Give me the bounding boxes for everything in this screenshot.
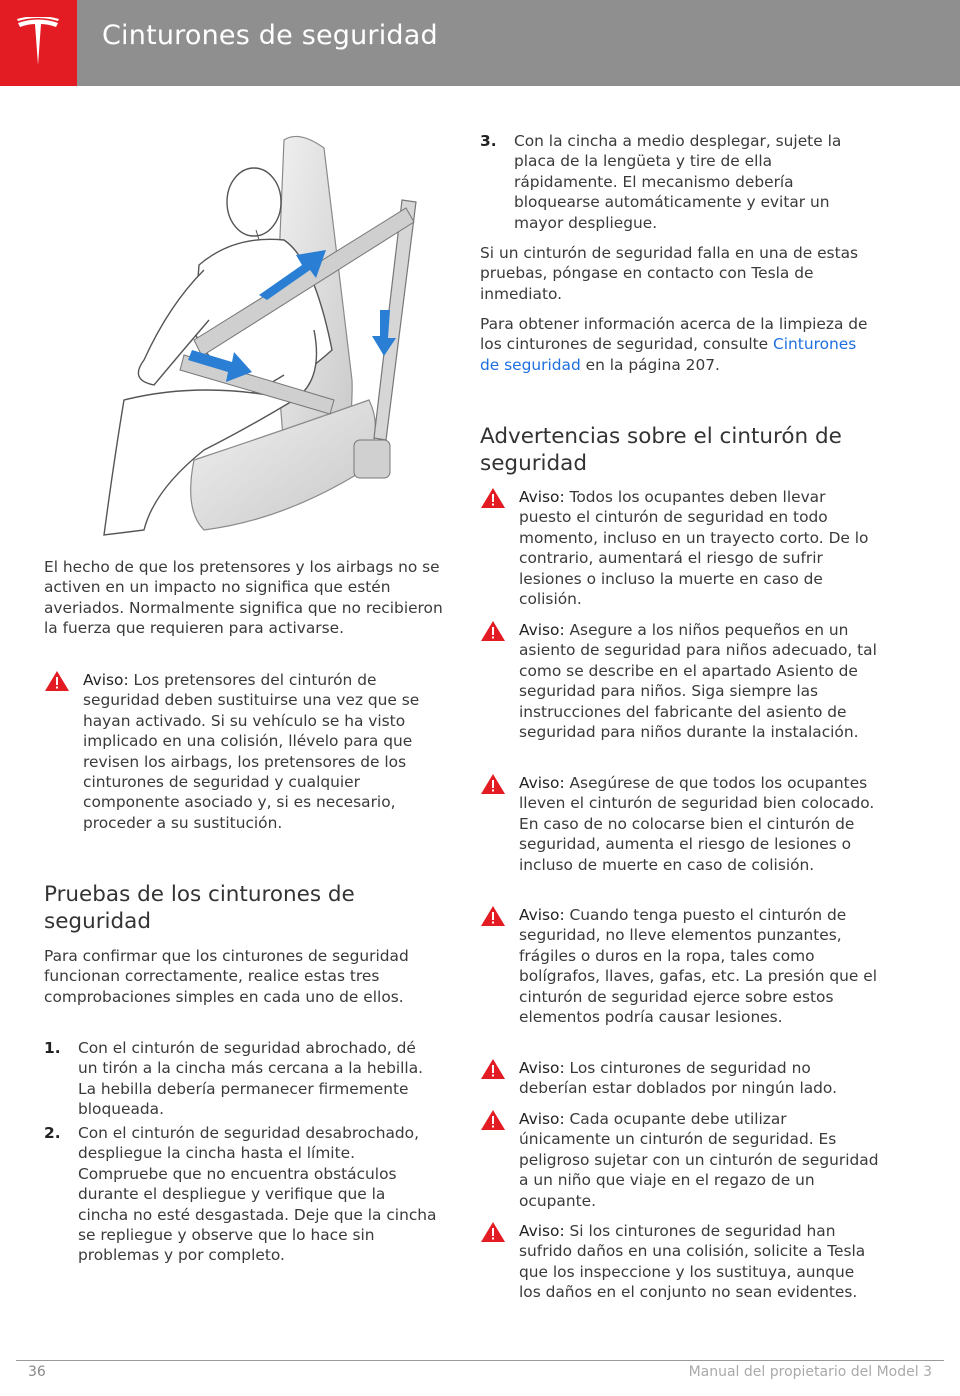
warning-label: Aviso: — [519, 1222, 565, 1240]
warning-text: Los cinturones de seguridad no deberían estar doblados por ningún lado. — [519, 1059, 837, 1098]
manual-title: Manual del propietario del Model 3 — [688, 1364, 932, 1380]
warning-pretensioners — [44, 670, 444, 855]
page-number: 36 — [28, 1364, 46, 1380]
footer-divider — [16, 1360, 944, 1361]
warning-text: Cuando tenga puesto el cinturón de seguridad, no lleve elementos punzantes, frágiles o duros en la ropa, tales como bolígrafos, llaves, gafas, etc. La presión que el cinturón de seguridad ejerce sobre estos elementos podría causar lesiones. — [519, 906, 877, 1027]
warning-text: Todos los ocupantes deben llevar puesto el cinturón de seguridad en todo momento, incluso en un trayecto corto. De lo contrario, aumentará el riesgo de sufrir lesiones o incluso la muerte en caso de colisión. — [519, 488, 869, 609]
warning-icon — [480, 620, 506, 642]
page-title: Cinturones de seguridad — [102, 20, 438, 51]
warning-text: Cada ocupante debe utilizar únicamente un cinturón de seguridad. Es peligroso sujetar con un cinturón de seguridad a un niño que viaje en el regazo de un ocupante. — [519, 1110, 879, 1210]
warning-label: Aviso: — [519, 621, 565, 639]
tests-intro: Para confirmar que los cinturones de seguridad funcionan correctamente, realice estas tres comprobaciones simples en cada uno de ellos. — [44, 947, 409, 1006]
seatbelt-illustration — [84, 130, 434, 545]
warning-icon — [44, 670, 70, 692]
list-text: Con el cinturón de seguridad desabrochado, despliegue la cincha hasta el límite. Compruebe que no encuentra obstáculos durante el despliegue y verifique que la cincha no esté desgastada. Deje que la cincha se repliegue y observe que lo hace sin problemas y por completo. — [78, 1124, 437, 1265]
warning-text: Asegúrese de que todos los ocupantes lleven el cinturón de seguridad bien colocado. En caso de no colocarse bien el cinturón de seguridad, aumenta el riesgo de lesiones o incluso de muerte en caso de colisión. — [519, 774, 875, 874]
warning-icon — [480, 773, 506, 795]
section-heading-tests: Pruebas de los cinturones de seguridad — [44, 882, 355, 934]
list-number: 3. — [480, 132, 497, 150]
tesla-logo — [0, 0, 77, 86]
warning-label: Aviso: — [519, 1110, 565, 1128]
warning-icon — [480, 1058, 506, 1080]
warning-label: Aviso: — [519, 774, 565, 792]
cleaning-text-after: en la página 207. — [580, 355, 720, 374]
cleaning-text-before: Para obtener información acerca de la limpieza de los cinturones de seguridad, consulte — [480, 315, 868, 354]
warning-text: Los pretensores del cinturón de seguridad deben sustituirse una vez que se hayan activado. Si su vehículo se ha visto implicado en una colisión, llévelo para que revisen los airbags, los pretensores de los cinturones de seguridad y cualquier componente asociado y, si es necesario, proceder a su sustitución. — [83, 671, 420, 832]
list-text: Con la cincha a medio desplegar, sujete la placa de la lengüeta y tire de ella rápidamente. El mecanismo debería bloquearse automáticamente y evitar un mayor despliegue. — [514, 132, 842, 232]
warning-label: Aviso: — [519, 488, 565, 506]
section-heading-warnings: Advertencias sobre el cinturón de seguridad — [480, 424, 842, 476]
warning-icon — [480, 1109, 506, 1131]
list-text: Con el cinturón de seguridad abrochado, dé un tirón a la cincha más cercana a la hebilla. La hebilla debería permanecer firmemente bloqueada. — [78, 1039, 424, 1119]
warning-icon — [480, 905, 506, 927]
warning-icon — [480, 1221, 506, 1243]
warning-icon — [480, 487, 506, 509]
page-header — [0, 0, 960, 86]
intro-paragraph: El hecho de que los pretensores y los airbags no se activen en un impacto no significa que estén averiados. Normalmente significa que no recibieron la fuerza que requieren para activarse. — [44, 558, 443, 638]
tesla-t-icon — [15, 17, 61, 67]
warning-label: Aviso: — [519, 906, 565, 924]
warning-text: Asegure a los niños pequeños en un asiento de seguridad para niños adecuado, tal como se describe en el apartado Asiento de seguridad para niños. Siga siempre las instrucciones del fabricante del asiento de seguridad para niños durante la instalación. — [519, 621, 877, 742]
cleaning-paragraph — [480, 314, 875, 375]
warning-text: Si los cinturones de seguridad han sufrido daños en una colisión, solicite a Tesla que los inspeccione y los sustituya, aunque los daños en el conjunto no sean evidentes. — [519, 1222, 866, 1302]
list-number: 1. — [44, 1039, 61, 1057]
cleaning-link[interactable]: Cinturones de seguridad — [480, 335, 857, 374]
warning-label: Aviso: — [83, 671, 129, 689]
warning-label: Aviso: — [519, 1059, 565, 1077]
failure-paragraph: Si un cinturón de seguridad falla en una de estas pruebas, póngase en contacto con Tesla de inmediato. — [480, 244, 859, 303]
list-number: 2. — [44, 1124, 61, 1142]
